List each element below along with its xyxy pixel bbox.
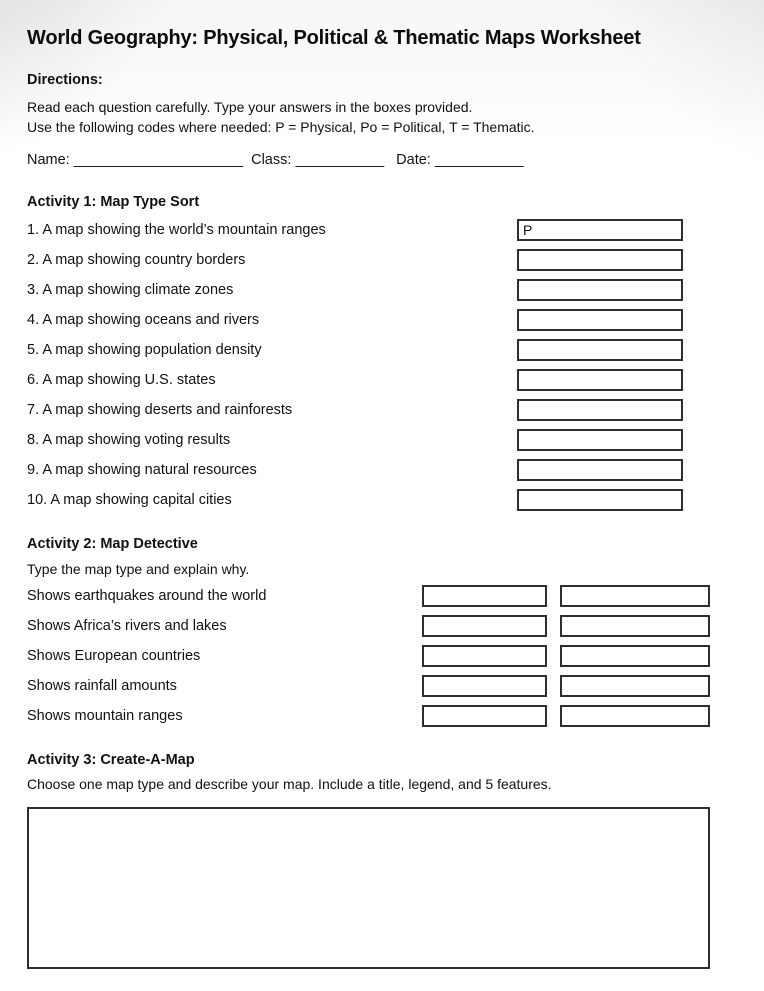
name-blank: _____________________ (73, 152, 244, 168)
activity3-heading: Activity 3: Create-A-Map (27, 752, 195, 768)
activity1-item-label: 3. A map showing climate zones (27, 282, 234, 298)
activity1-item-label: 1. A map showing the world’s mountain ranges (27, 222, 326, 238)
activity1-row (27, 369, 737, 391)
activity2-heading: Activity 2: Map Detective (27, 536, 198, 552)
explanation-input-3[interactable] (560, 645, 710, 667)
activity2-item-label: Shows earthquakes around the world (27, 588, 267, 604)
activity1-item-label: 2. A map showing country borders (27, 252, 246, 268)
activity1-row (27, 429, 737, 451)
activity1-item-label: 5. A map showing population density (27, 342, 262, 358)
map-type-answer-input-1[interactable] (517, 219, 683, 241)
directions-heading: Directions: (27, 72, 103, 88)
activity1-row (27, 249, 737, 271)
activity2-instructions: Type the map type and explain why. (27, 561, 250, 577)
create-a-map-textarea[interactable] (27, 807, 710, 969)
activity2-row (27, 645, 737, 667)
activity1-heading: Activity 1: Map Type Sort (27, 194, 200, 210)
activity1-row (27, 489, 737, 511)
map-type-answer-input-8[interactable] (517, 429, 683, 451)
activity1-row (27, 399, 737, 421)
explanation-input-4[interactable] (560, 675, 710, 697)
date-label: Date: (396, 152, 431, 168)
activity1-row (27, 279, 737, 301)
activity2-row (27, 585, 737, 607)
class-blank: ___________ (295, 152, 385, 168)
activity1-list (27, 219, 737, 511)
activity2-row (27, 675, 737, 697)
map-type-input-4[interactable] (422, 675, 547, 697)
activity1-row (27, 219, 737, 241)
directions-line-1: Read each question carefully. Type your answers in the boxes provided. (27, 99, 473, 115)
date-blank: ___________ (434, 152, 524, 168)
map-type-answer-input-6[interactable] (517, 369, 683, 391)
activity1-item-label: 9. A map showing natural resources (27, 462, 257, 478)
activity1-row (27, 309, 737, 331)
directions-line-2: Use the following codes where needed: P = Physical, Po = Political, T = Thematic. (27, 119, 535, 135)
activity1-item-label: 4. A map showing oceans and rivers (27, 312, 260, 328)
explanation-input-5[interactable] (560, 705, 710, 727)
name-class-date-line (27, 151, 737, 169)
activity2-row (27, 615, 737, 637)
activity2-item-label: Shows rainfall amounts (27, 678, 177, 694)
activity3-instructions: Choose one map type and describe your map. Include a title, legend, and 5 features. (27, 776, 552, 792)
activity1-item-label: 6. A map showing U.S. states (27, 372, 216, 388)
activity1-item-label: 10. A map showing capital cities (27, 492, 232, 508)
activity1-row (27, 459, 737, 481)
activity2-list (27, 585, 737, 727)
activity1-item-label: 7. A map showing deserts and rainforests (27, 402, 293, 418)
map-type-input-2[interactable] (422, 615, 547, 637)
activity1-item-label: 8. A map showing voting results (27, 432, 231, 448)
activity2-item-label: Shows Africa’s rivers and lakes (27, 618, 227, 634)
activity1-row (27, 339, 737, 361)
map-type-answer-input-10[interactable] (517, 489, 683, 511)
activity2-item-label: Shows mountain ranges (27, 708, 183, 724)
map-type-answer-input-7[interactable] (517, 399, 683, 421)
map-type-answer-input-3[interactable] (517, 279, 683, 301)
page-title: World Geography: Physical, Political & Thematic Maps Worksheet (27, 27, 641, 49)
activity2-item-label: Shows European countries (27, 648, 201, 664)
class-label: Class: (251, 152, 292, 168)
explanation-input-1[interactable] (560, 585, 710, 607)
map-type-input-5[interactable] (422, 705, 547, 727)
map-type-answer-input-5[interactable] (517, 339, 683, 361)
activity2-row (27, 705, 737, 727)
name-label: Name: (27, 152, 70, 168)
map-type-input-1[interactable] (422, 585, 547, 607)
map-type-input-3[interactable] (422, 645, 547, 667)
map-type-answer-input-2[interactable] (517, 249, 683, 271)
explanation-input-2[interactable] (560, 615, 710, 637)
map-type-answer-input-4[interactable] (517, 309, 683, 331)
map-type-answer-input-9[interactable] (517, 459, 683, 481)
